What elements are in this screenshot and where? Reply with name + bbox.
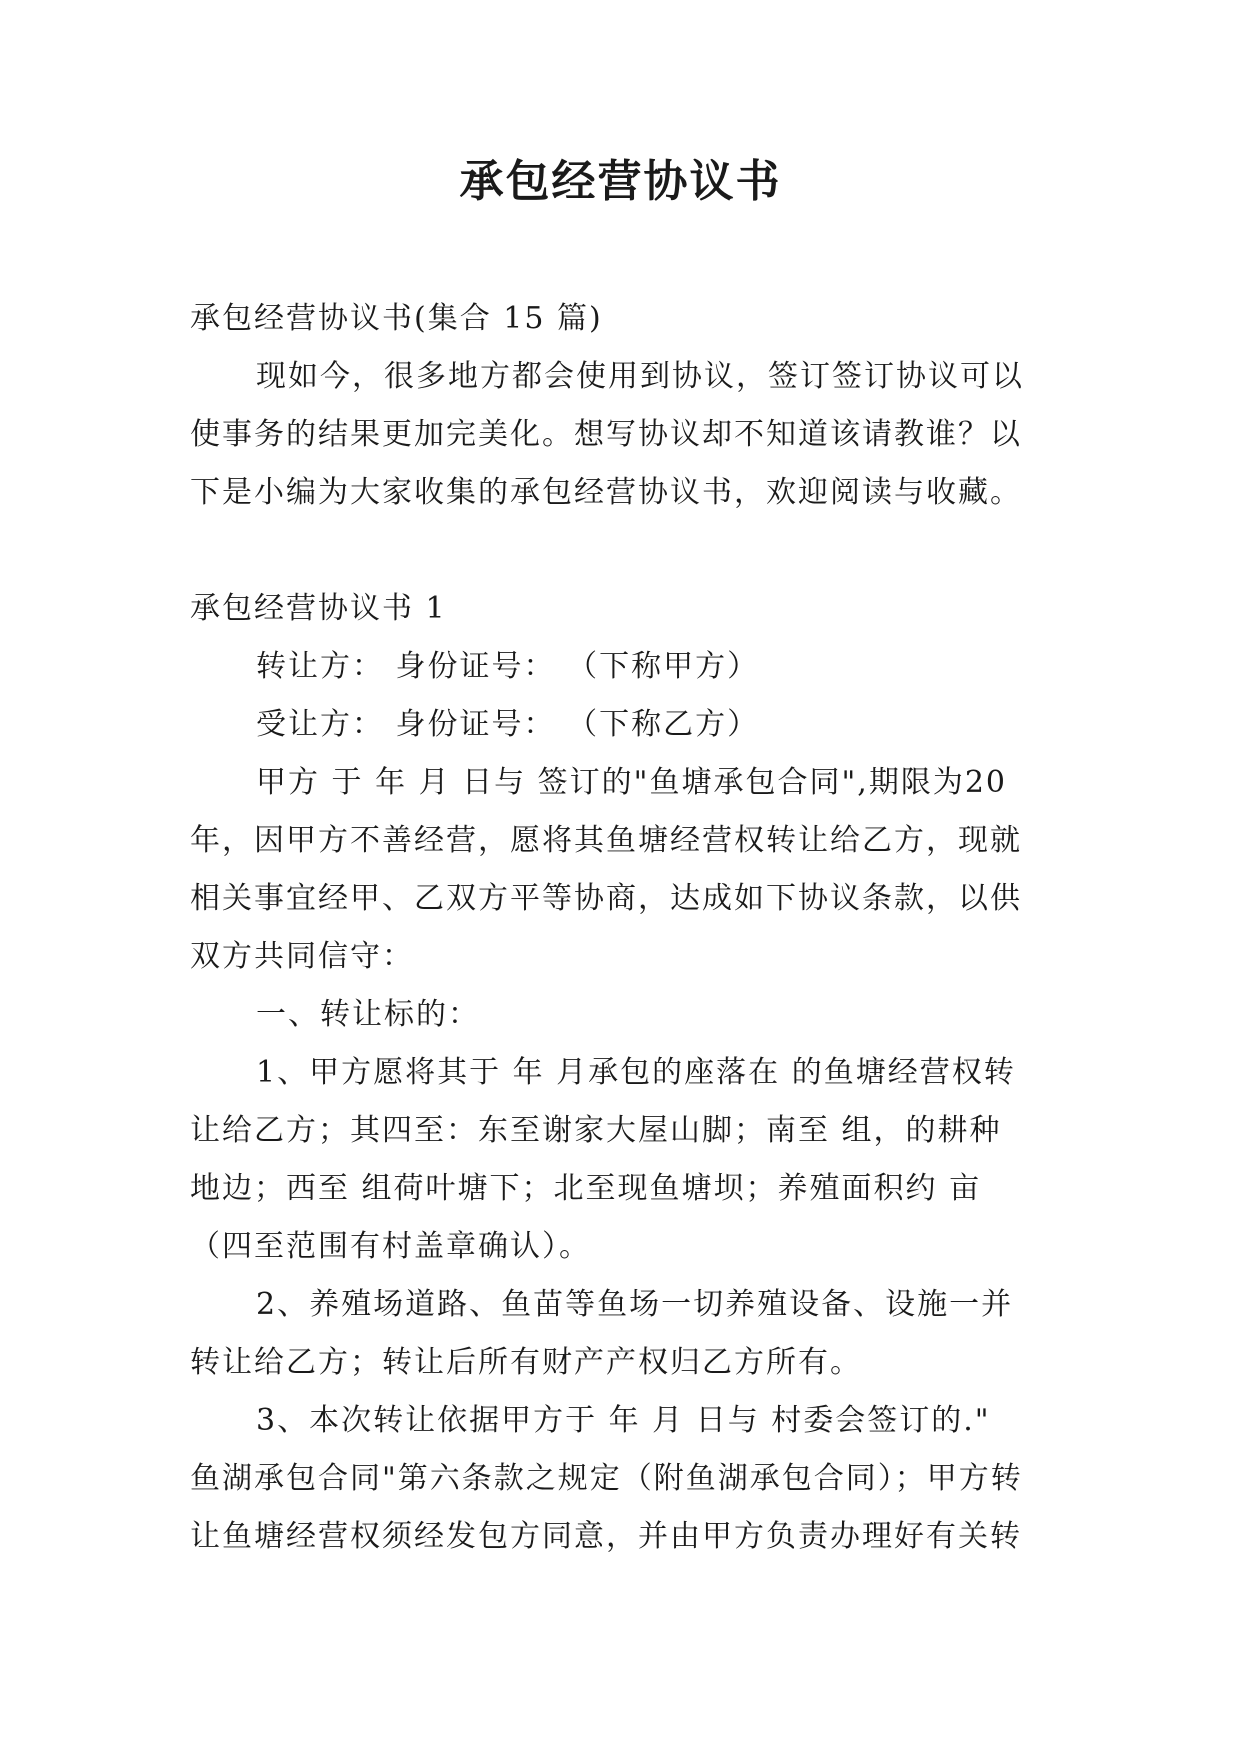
blank-line — [190, 522, 1070, 580]
text-line: 甲方 于 年 月 日与 签订的"鱼塘承包合同",期限为20 — [256, 765, 1007, 800]
text-line: 2、养殖场道路、鱼苗等鱼场一切养殖设备、设施一并 — [256, 1287, 1014, 1322]
document-title: 承包经营协议书 — [459, 156, 782, 207]
text-line: 转让给乙方；转让后所有财产产权归乙方所有。 — [190, 1345, 862, 1380]
text-line: 下是小编为大家收集的承包经营协议书，欢迎阅读与收藏。 — [190, 475, 1022, 510]
text-line: 相关事宜经甲、乙双方平等协商，达成如下协议条款，以供 — [190, 881, 1022, 916]
text-line: 承包经营协议书(集合 15 篇) — [190, 301, 603, 336]
document-body — [190, 290, 1070, 1566]
text-line: 1、甲方愿将其于 年 月承包的座落在 的鱼塘经营权转 — [256, 1055, 1016, 1090]
text-line: 让鱼塘经营权须经发包方同意，并由甲方负责办理好有关转 — [190, 1519, 1022, 1554]
text-line: 鱼湖承包合同"第六条款之规定（附鱼湖承包合同）；甲方转 — [190, 1461, 1023, 1496]
text-line: 3、本次转让依据甲方于 年 月 日与 村委会签订的." — [256, 1403, 991, 1438]
text-line: 地边；西至 组荷叶塘下；北至现鱼塘坝；养殖面积约 亩 — [190, 1171, 982, 1206]
text-line: 让给乙方；其四至：东至谢家大屋山脚；南至 组，的耕种 — [190, 1113, 1002, 1148]
text-line: 转让方： 身份证号： （下称甲方） — [256, 649, 760, 684]
text-line: 双方共同信守： — [190, 939, 414, 974]
text-line: 使事务的结果更加完美化。想写协议却不知道该请教谁？以 — [190, 417, 1022, 452]
text-line: 年，因甲方不善经营，愿将其鱼塘经营权转让给乙方，现就 — [190, 823, 1022, 858]
text-line: 一、转让标的： — [256, 997, 480, 1032]
text-line: 现如今，很多地方都会使用到协议，签订签订协议可以 — [256, 359, 1024, 394]
text-line: 承包经营协议书 1 — [190, 591, 447, 626]
text-line: 受让方： 身份证号： （下称乙方） — [256, 707, 760, 742]
text-line: （四至范围有村盖章确认）。 — [190, 1229, 591, 1264]
